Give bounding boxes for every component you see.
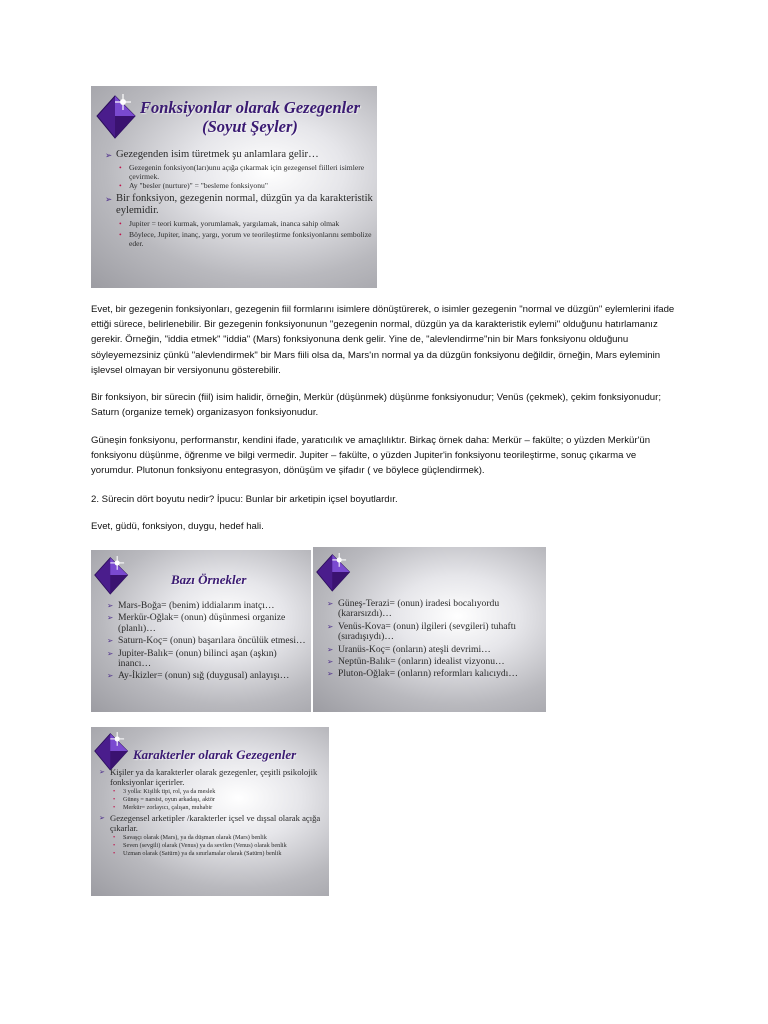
bullet-derive-names: ➢ Gezegenden isim türetmek şu anlamlara gelir… <box>105 149 373 161</box>
sub-bullet-sun: • Güneş = narsist, oyun arkadaşı, aktör <box>113 796 325 804</box>
sub-bullet-saturn: • Uzman olarak (Satürn) ya da sınırlamalar olarak (Satürn) benlik <box>113 850 325 858</box>
question-four-dimensions: 2. Sürecin dört boyutu nedir? İpucu: Bunlar bir arketipin içsel boyutlardır. <box>91 494 398 505</box>
slide-characters-as-planets <box>91 727 329 896</box>
answer-four-dimensions: Evet, güdü, fonksiyon, duygu, hedef hali. <box>91 521 264 532</box>
slide-title: Bazı Örnekler <box>171 572 247 587</box>
example-item: ➢ Ay-İkizler= (onun) sığ (duygusal) anlayışı… <box>107 671 307 681</box>
sub-bullet-planet-functions: • Gezegenin fonksiyon(ları)unu açığa çıkarmak için gezegensel fiilleri isimlere çevirmek. <box>119 163 373 181</box>
slide-examples-1 <box>91 550 311 712</box>
example-item: ➢ Neptün-Balık= (onların) idealist vizyonu… <box>327 657 541 667</box>
example-item: ➢ Mars-Boğa= (benim) iddialarım inatçı… <box>107 601 307 611</box>
bullet-characters: ➢ Kişiler ya da karakterler olarak gezegenler, çeşitli psikolojik fonksiyonlar içerirler. <box>99 768 325 787</box>
slide-functions-as-planets <box>91 86 377 288</box>
slide-examples-2 <box>313 547 546 712</box>
sub-bullet-mercury: • Merkür= zorlayıcı, çalışan, muhabir <box>113 804 325 812</box>
sub-bullet-jupiter-symbolizes: • Böylece, Jupiter, inanç, yargı, yorum ve teorileştirme fonksiyonlarını sembolize eder. <box>119 230 373 248</box>
slide-title: Karakterler olarak Gezegenler <box>133 747 297 762</box>
example-item: ➢ Jupiter-Balık= (onun) bilinci aşan (aşkın) inancı… <box>107 649 307 670</box>
example-item: ➢ Saturn-Koç= (onun) başarılara öncülük etmesi… <box>107 636 307 646</box>
example-item: ➢ Venüs-Kova= (onun) ilgileri (sevgileri) tuhaftı (sıradışıydı)… <box>327 622 541 643</box>
purple-diamond-icon <box>93 730 131 772</box>
purple-diamond-icon <box>93 554 131 596</box>
slide-title-line1: Fonksiyonlar olarak Gezegenler <box>139 98 360 117</box>
paragraph-sun-function: Güneşin fonksiyonu, performanstır, kendini ifade, yaratıcılık ve amaçlılıktır. Birkaç örnek daha: Merkür – fakülte; o yüzden Merkür'ün fonksiyonu düşünme, öğrenme ve bilgi vermedir. Jupiter – fakülte, o yüzden Jupiter'in fonksiyonu teorileştirme, sonuç çıkarma ve yorumdur. Plutonun fonksiyonu entegrasyon, dönüşüm ve şifadır ( ve böylece güçlendirmek). <box>91 435 651 477</box>
sub-bullet-moon-nurture: • Ay "besler (nurture)" = "besleme fonksiyonu" <box>119 181 373 190</box>
paragraph-planet-functions: Evet, bir gezegenin fonksiyonları, gezegenin fiil formlarını isimlere dönüştürerek, o isimler gezegenin "normal ve düzgün" eylemlerini ifade ettiği sürece, belirlenebilir. Bir gezegenin fonksiyonunun "gezegenin normal, düzgün ya da karakteristik eylemi" olduğunu hatırlamanız gerekir. Örneğin, "iddia etmek" "iddia" (Mars) fonksiyonuna denk gelir. Yine de, "alevlendirme"nin bir Mars fonksiyonu olduğunu söyleyemezsiniz çünkü "alevlendirmek" bir Mars fiili olsa da, Mars'ın normal ya da düzgün fonksiyonu değildir, örneğin, Mars eyleminin işlevsel olmayan bir versiyonunu gösterebilir. <box>91 304 675 376</box>
bullet-archetypes: ➢ Gezegensel arketipler /karakterler içsel ve dışsal olarak açığa çıkarlar. <box>99 814 325 833</box>
purple-diamond-icon <box>315 551 353 593</box>
sub-bullet-jupiter: • Jupiter = teori kurmak, yorumlamak, yargılamak, inanca sahip olmak <box>119 219 373 228</box>
slide-title-line2: (Soyut Şeyler) <box>202 117 298 136</box>
example-item: ➢ Güneş-Terazi= (onun) iradesi bocalıyordu (kararsızdı)… <box>327 599 541 620</box>
sub-bullet-mars: • Savaşçı olarak (Mars), ya da düşman olarak (Mars) benlik <box>113 834 325 842</box>
example-item: ➢ Uranüs-Koç= (onların) ateşli devrimi… <box>327 645 541 655</box>
paragraph-function-definition: Bir fonksiyon, bir sürecin (fiil) isim halidir, örneğin, Merkür (düşünmek) düşünme fonksiyonudur; Venüs (çekmek), çekim fonksiyonudur; Saturn (organize temek) organizasyon fonksiyonudur. <box>91 392 661 419</box>
example-item: ➢ Pluton-Oğlak= (onların) reformları kalıcıydı… <box>327 669 541 679</box>
bullet-function-definition: ➢ Bir fonksiyon, gezegenin normal, düzgün ya da karakteristik eylemidir. <box>105 193 373 217</box>
sub-bullet-venus: • Seven (sevgili) olarak (Venus) ya da sevilen (Venus) olarak benlik <box>113 842 325 850</box>
example-item: ➢ Merkür-Oğlak= (onun) düşünmesi organize (planlı)… <box>107 613 307 634</box>
sub-bullet-three-ways: • 3 yolla: Kişilik tipi, rol, ya da meslek <box>113 788 325 796</box>
